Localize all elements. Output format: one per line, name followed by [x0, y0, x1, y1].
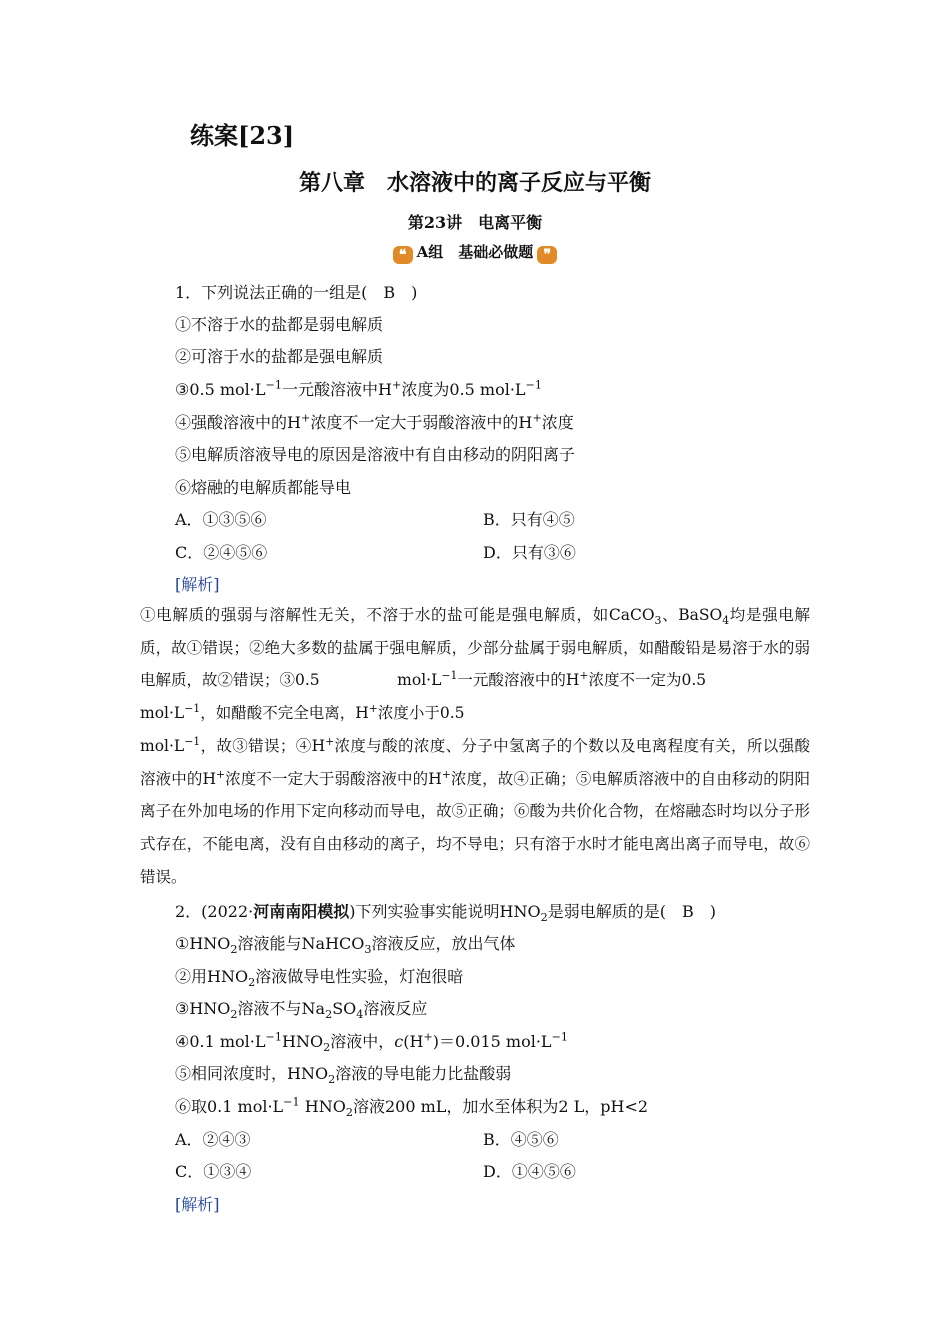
q2-statement-2: ②用$HNO_2$溶液做导电性实验，灯泡很暗	[175, 967, 464, 990]
exercise-title: 练案[23]	[190, 121, 295, 150]
chapter-title: 第八章 水溶液中的离子反应与平衡	[298, 170, 651, 196]
q1-statement-3: ③0.5 $mol\cdot L^{-1}$一元酸溶液中H+浓度为0.5 $mol\cdot L^{-1}$	[175, 378, 543, 399]
q1-statement-6: ⑥熔融的电解质都能导电	[175, 478, 352, 497]
open-quote-icon: ❝	[393, 246, 413, 264]
group-heading	[0, 241, 950, 264]
q2-option-a: A．②④③	[175, 1130, 251, 1149]
q2-stem: 2．(2022·河南南阳模拟)下列实验事实能说明$HNO_2$是弱电解质的是( B )	[175, 902, 716, 925]
q1-statement-5: ⑤电解质溶液导电的原因是溶液中有自由移动的阴阳离子	[175, 445, 576, 464]
q1-statement-4: ④强酸溶液中的H+浓度不一定大于弱酸溶液中的H+浓度	[175, 411, 574, 432]
q2-option-c: C．①③④	[175, 1162, 252, 1181]
q2-statement-1: $①HNO_2$溶液能与NaHCO$_3$溶液反应，放出气体	[175, 934, 516, 957]
q1-stem: 1．下列说法正确的一组是( B )	[175, 283, 418, 302]
group-label: A组 基础必做题	[416, 243, 534, 261]
q2-statement-3: $③HNO_2$溶液不与$Na_2SO_4$溶液反应	[175, 999, 428, 1022]
q1-option-a: A．①③⑤⑥	[175, 510, 267, 529]
q2-option-d: D．①④⑤⑥	[483, 1162, 576, 1181]
close-quote-icon: ❞	[537, 246, 557, 264]
q1-option-b: B．只有④⑤	[483, 510, 575, 529]
q2-statement-4: ④0.1 $mol\cdot L^{-1}HNO_2$溶液中，c(H+)＝0.015 $mol\cdot L^{-1}$	[175, 1030, 569, 1055]
q1-analysis-label: [解析]	[175, 575, 220, 594]
q1-statement-1: ①不溶于水的盐都是弱电解质	[175, 315, 384, 334]
q2-statement-5: ⑤相同浓度时，$HNO_2$溶液的导电能力比盐酸弱	[175, 1064, 512, 1087]
q2-option-b: B．④⑤⑥	[483, 1130, 559, 1149]
q1-analysis-text: ①电解质的强弱与溶解性无关，不溶于水的盐可能是强电解质，如CaCO$_3$、BaSO$_4$均是强电解质，故①错误；②绝大多数的盐属于强电解质，少部分盐属于弱电解质，如醋酸铅是易溶于水的弱电解质，故②错误；③0.5 $mol\cdot L^{-1}$一元酸溶液中的H+浓度不一定为0.5 $mol\cdot L^{-1}$，如醋酸不完全电离，H+浓度小于0.5 $mol\cdot L^{-1}$，故③错误；④H+浓度与酸的浓度、分子中氢离子的个数以及电离程度有关，所以强酸溶液中的H+浓度不一定大于弱酸溶液中的H+浓度，故④正确；⑤电解质溶液中的自由移动的阴阳离子在外加电场的作用下定向移动而导电，故⑤正确；⑥酸为共价化合物，在熔融态时均以分子形式存在，不能电离，没有自由移动的离子，均不导电；只有溶于水时才能电离出离子而导电，故⑥错误。	[140, 606, 810, 886]
q1-option-c: C．②④⑤⑥	[175, 543, 268, 562]
q2-statement-6: ⑥取0.1 $mol\cdot L^{-1}$ $HNO_2$溶液200 mL，加水至体积为2 L，pH<2	[175, 1095, 649, 1120]
q1-statement-2: ②可溶于水的盐都是强电解质	[175, 347, 384, 366]
q2-analysis-label: [解析]	[175, 1195, 220, 1214]
lecture-title: 第23讲 电离平衡	[407, 213, 543, 232]
q1-option-d: D．只有③⑥	[483, 543, 576, 562]
